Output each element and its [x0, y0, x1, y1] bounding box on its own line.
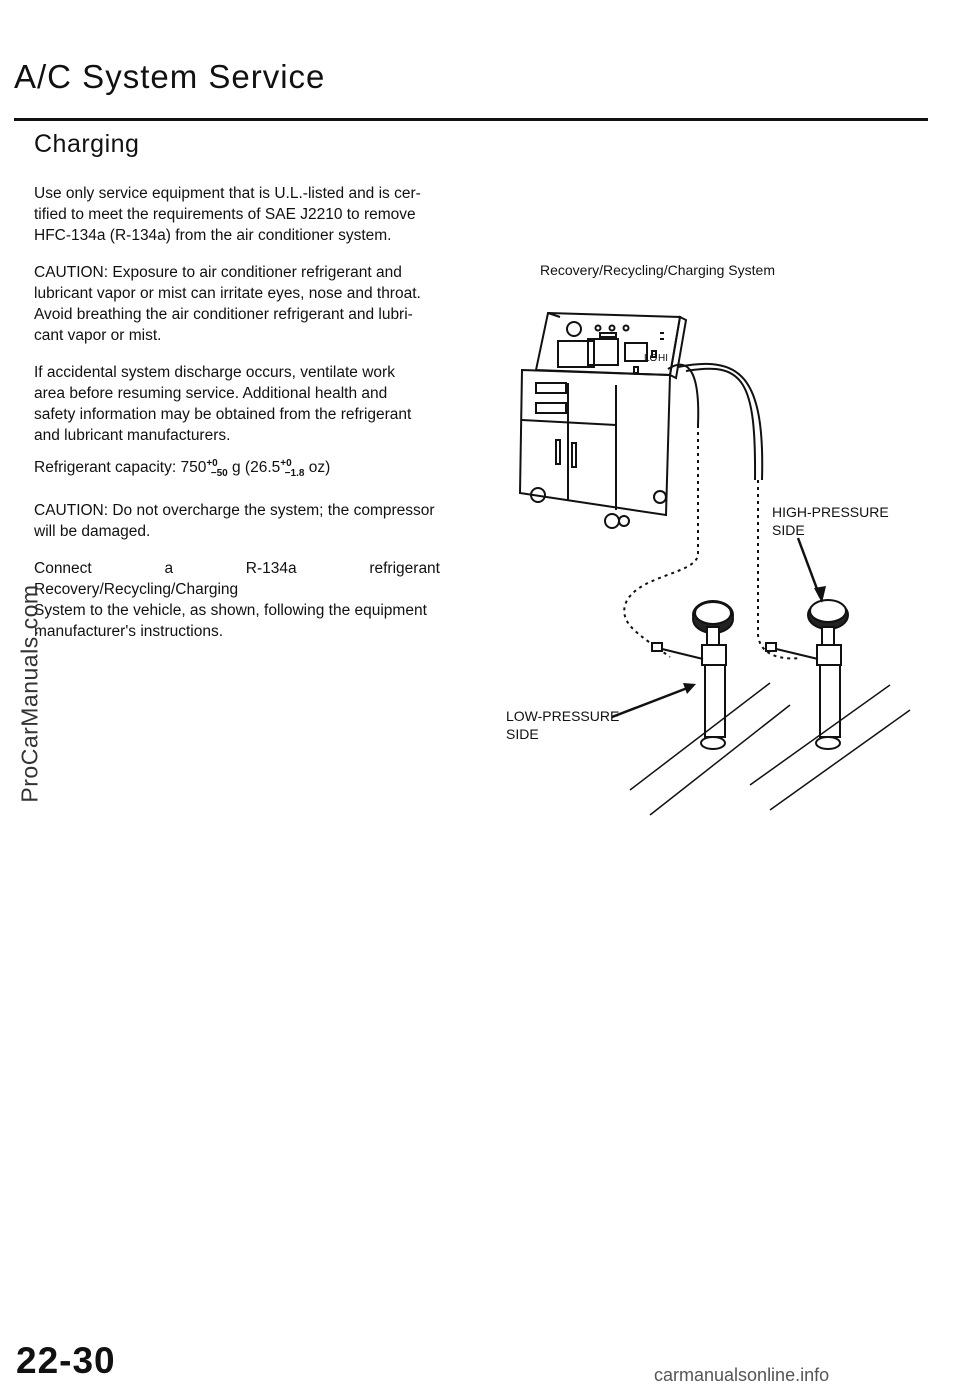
footer-site: carmanualsonline.info: [654, 1365, 830, 1385]
paragraph-equipment: [34, 183, 440, 246]
paragraph-line: will be damaged.: [34, 523, 151, 540]
high-pressure-fitting: [766, 600, 848, 749]
tolerance-plus: +0: [206, 458, 218, 469]
low-pressure-arrow: [612, 687, 690, 717]
section-heading: Charging: [34, 130, 140, 158]
title-divider: [14, 118, 928, 121]
paragraph-line: tified to meet the requirements of SAE J2210 to remove: [34, 206, 416, 223]
hi-port-label: HI: [658, 353, 668, 364]
paragraph-line: Avoid breathing the air conditioner refrigerant and lubri-: [34, 306, 413, 323]
tolerance-minus: −1.8: [284, 468, 305, 479]
paragraph-line: safety information may be obtained from the refrigerant: [34, 406, 412, 423]
low-pressure-side-label: SIDE: [506, 726, 539, 742]
paragraph-caution-exposure: [34, 262, 440, 346]
high-pressure-side-label: SIDE: [772, 522, 805, 538]
paragraph-line: area before resuming service. Additional health and: [34, 385, 388, 402]
vehicle-pipes: [630, 683, 910, 815]
tolerance-minus: −50: [210, 468, 228, 479]
watermark: ProCarManuals.com: [16, 584, 43, 803]
paragraph-line: System to the vehicle, as shown, following the equipment: [34, 602, 427, 619]
low-pressure-fitting: [652, 601, 733, 749]
charging-machine-illustration: [520, 313, 686, 528]
charging-system-figure: [500, 255, 920, 835]
low-pressure-label: LOW-PRESSURE: [506, 708, 620, 724]
paragraph-connect: [34, 558, 440, 642]
high-pressure-label: HIGH-PRESSURE: [772, 504, 889, 520]
figure-caption: Recovery/Recycling/Charging System: [540, 262, 775, 278]
tolerance-plus: +0: [280, 458, 292, 469]
paragraph-line: cant vapor or mist.: [34, 327, 162, 344]
lo-port-label: LO: [644, 353, 658, 364]
paragraph-line: Use only service equipment that is U.L.-listed and is cer-: [34, 185, 421, 202]
paragraph-line: lubricant vapor or mist can irritate eyes, nose and throat.: [34, 285, 421, 302]
page-title: A/C System Service: [14, 58, 326, 95]
paragraph-line: Connect a R-134a refrigerant Recovery/Recycling/Charging: [34, 560, 440, 598]
paragraph-line: manufacturer's instructions.: [34, 623, 224, 640]
paragraph-line: CAUTION: Exposure to air conditioner refrigerant and: [34, 264, 402, 281]
capacity-mid: g (26.5: [227, 459, 281, 476]
paragraph-caution-overcharge: [34, 500, 440, 542]
paragraph-line: and lubricant manufacturers.: [34, 427, 231, 444]
paragraph-line: CAUTION: Do not overcharge the system; the compressor: [34, 502, 435, 519]
paragraph-accidental-discharge: [34, 362, 440, 446]
capacity-suffix: oz): [304, 459, 331, 476]
paragraph-line: If accidental system discharge occurs, ventilate work: [34, 364, 395, 381]
page-number: 22-30: [16, 1340, 116, 1381]
refrigerant-capacity: [34, 457, 440, 480]
capacity-prefix: Refrigerant capacity: 750: [34, 459, 207, 476]
paragraph-line: HFC-134a (R-134a) from the air conditioner system.: [34, 227, 392, 244]
